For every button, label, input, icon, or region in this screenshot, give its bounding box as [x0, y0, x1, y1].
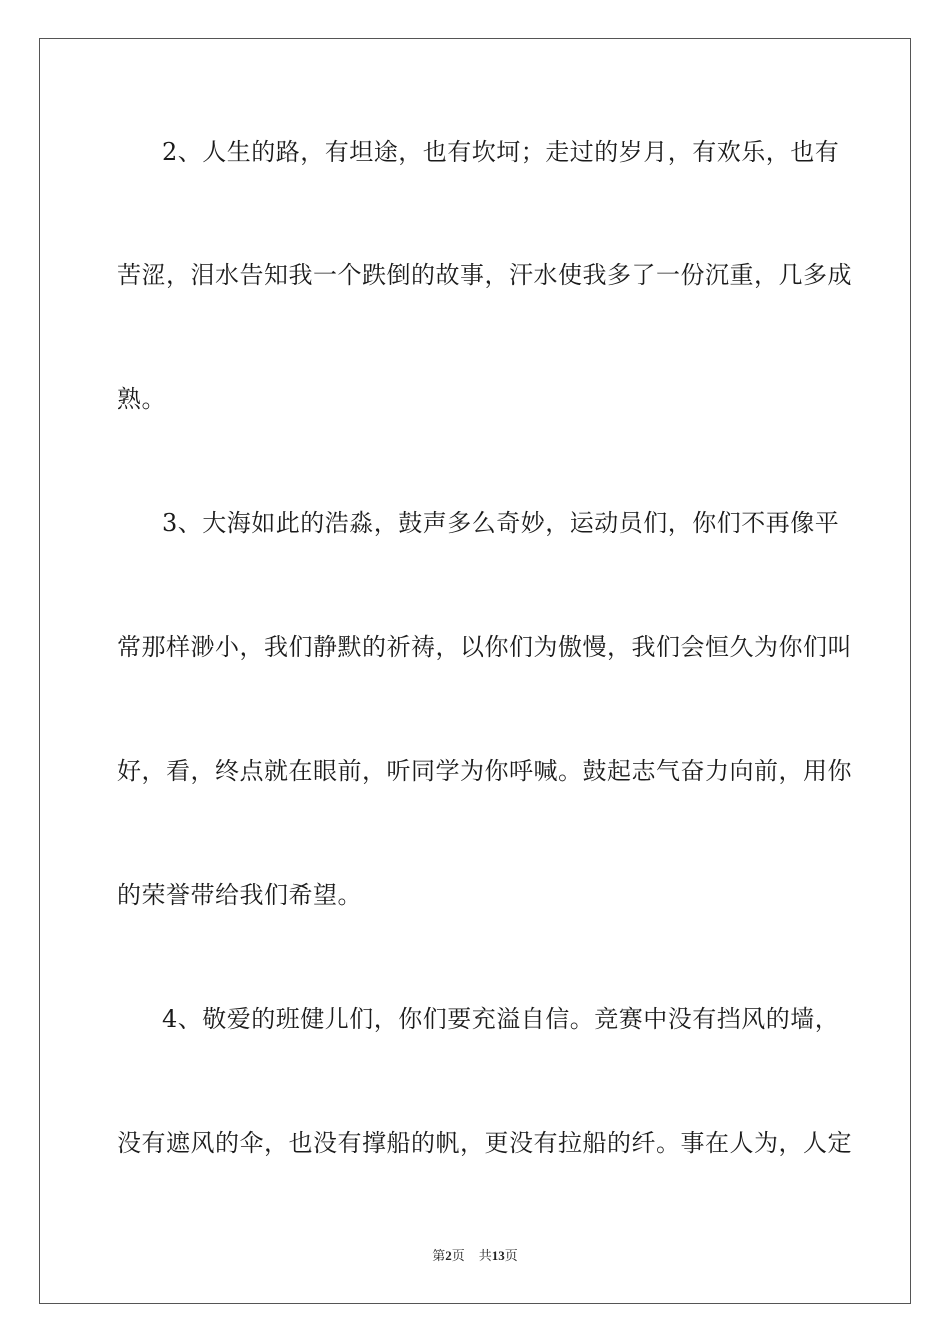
- paragraph-4-line-2: 没有遮风的伞，也没有撑船的帆，更没有拉船的纤。事在人为，人定: [117, 1129, 852, 1157]
- footer-total-suffix: 页: [504, 1249, 518, 1264]
- paragraph-3-line-4: 的荣誉带给我们希望。: [117, 881, 362, 909]
- footer-page-number: 2: [445, 1248, 452, 1263]
- paragraph-2-line-3: 熟。: [117, 385, 166, 413]
- paragraph-3-line-3: 好，看，终点就在眼前，听同学为你呼喊。鼓起志气奋力向前，用你: [117, 757, 852, 785]
- footer-total-pages: 13: [491, 1248, 505, 1263]
- paragraph-3-line-2: 常那样渺小，我们静默的祈祷，以你们为傲慢，我们会恒久为你们叫: [117, 633, 852, 661]
- paragraph-2-line-1: 2、人生的路，有坦途，也有坎坷；走过的岁月，有欢乐，也有: [162, 138, 840, 166]
- paragraph-3-line-1: 3、大海如此的浩淼，鼓声多么奇妙，运动员们，你们不再像平: [162, 509, 840, 537]
- page-footer: [0, 1248, 950, 1265]
- footer-page-prefix: 第: [432, 1249, 446, 1264]
- footer-page-suffix: 页: [451, 1249, 465, 1264]
- page-border: [39, 38, 911, 1304]
- footer-total-prefix: 共: [478, 1249, 492, 1264]
- paragraph-2-line-2: 苦涩，泪水告知我一个跌倒的故事，汗水使我多了一份沉重，几多成: [117, 261, 852, 289]
- paragraph-4-line-1: 4、敬爱的班健儿们，你们要充溢自信。竞赛中没有挡风的墙，: [162, 1005, 840, 1033]
